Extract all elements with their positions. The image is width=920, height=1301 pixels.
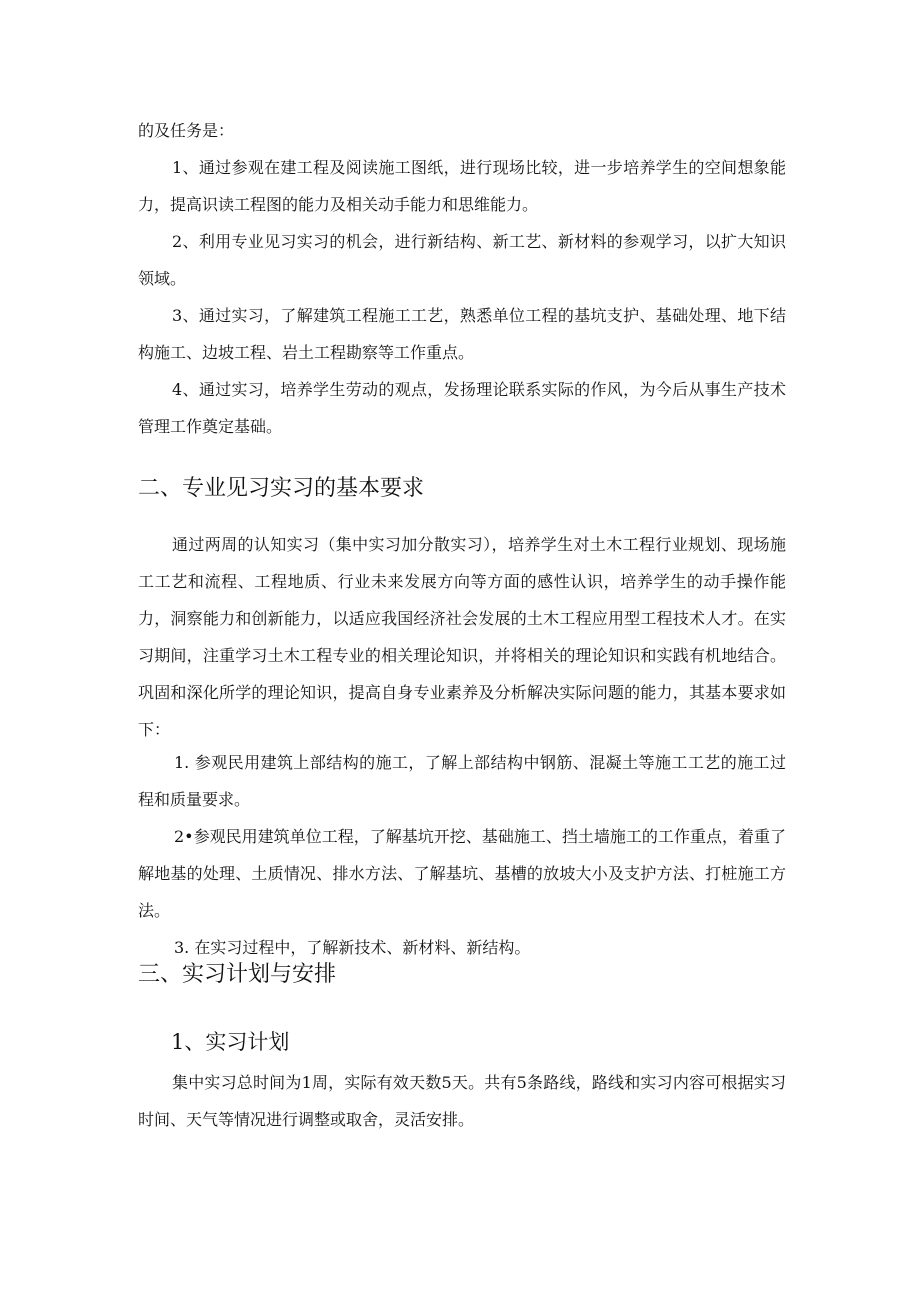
section1-item-1: 1、通过参观在建工程及阅读施工图纸，进行现场比较，进一步培养学生的空间想象能力，提高识读工程图的能力及相关动手能力和思维能力。: [138, 158, 786, 214]
section3-heading: 三、实习计划与安排: [138, 962, 337, 987]
section1-intro-tail: 的及任务是：: [138, 121, 235, 140]
section1-item-2: 2、利用专业见习实习的机会，进行新结构、新工艺、新材料的参观学习，以扩大知识领域。: [138, 232, 786, 288]
section3-subheading: 1、实习计划: [171, 1030, 290, 1054]
section2-item-2: 2•参观民用建筑单位工程，了解基坑开挖、基础施工、挡土墙施工的工作重点，着重了解地基的处理、土质情况、排水方法、了解基坑、基槽的放坡大小及支护方法、打桩施工方法。: [138, 827, 786, 920]
section2-body: 通过两周的认知实习（集中实习加分散实习），培养学生对土木工程行业规划、现场施工工艺和流程、工程地质、行业未来发展方向等方面的感性认识，培养学生的动手操作能力，洞察能力和创新能力，以适应我国经济社会发展的土木工程应用型工程技术人才。在实习期间，注重学习土木工程专业的相关理论知识，并将相关的理论知识和实践有机地结合。巩固和深化所学的理论知识，提高自身专业素养及分析解决实际问题的能力，其基本要求如下：: [138, 535, 786, 739]
section2-item-1: 1. 参观民用建筑上部结构的施工，了解上部结构中钢筋、混凝土等施工工艺的施工过程和质量要求。: [138, 753, 786, 809]
section2-item-3: 3. 在实习过程中，了解新技术、新材料、新结构。: [174, 938, 531, 957]
section2-heading: 二、专业见习实习的基本要求: [138, 476, 425, 501]
section1-item-4: 4、通过实习，培养学生劳动的观点，发扬理论联系实际的作风，为今后从事生产技术管理工作奠定基础。: [138, 380, 786, 436]
section1-item-3: 3、通过实习，了解建筑工程施工工艺，熟悉单位工程的基坑支护、基础处理、地下结构施工、边坡工程、岩土工程勘察等工作重点。: [138, 306, 786, 362]
section3-body: 集中实习总时间为1周，实际有效天数5天。共有5条路线，路线和实习内容可根据实习时间、天气等情况进行调整或取舍，灵活安排。: [138, 1073, 786, 1129]
